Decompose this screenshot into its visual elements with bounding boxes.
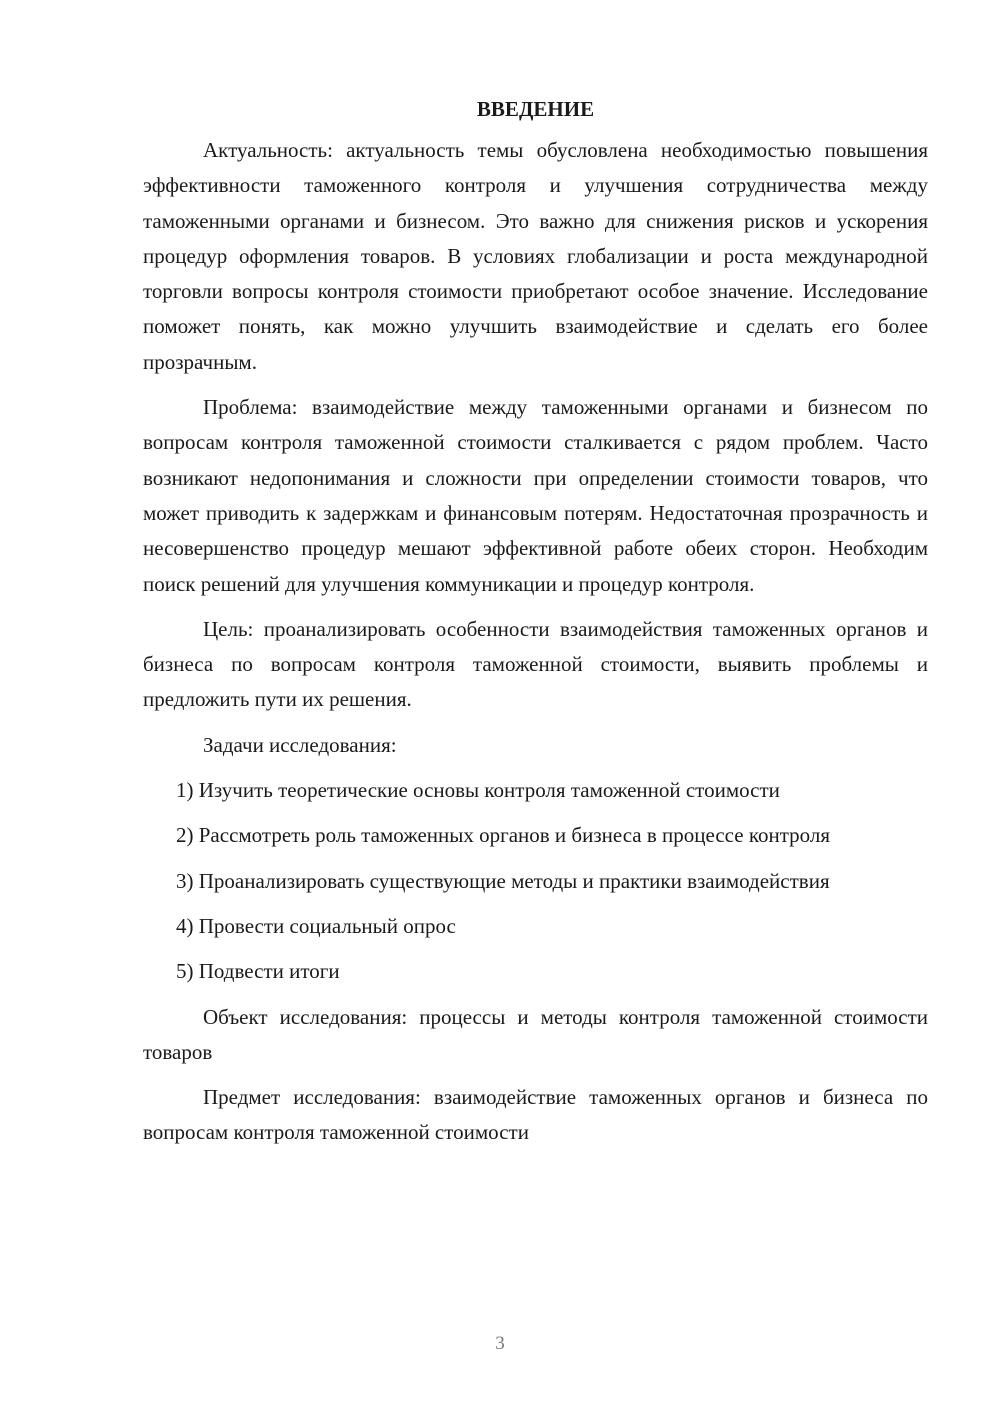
task-item-5: 5) Подвести итоги [176,959,340,984]
paragraph-goal: Цель: проанализировать особенности взаимодействия таможенных органов и бизнеса по вопросам контроля таможенной стоимости, выявить проблемы и предложить пути их решения. [143,616,928,712]
paragraph-problem: Проблема: взаимодействие между таможенными органами и бизнесом по вопросам контроля таможенной стоимости сталкивается с рядом проблем. Часто возникают недопонимания и сложности при определении стоимости товаров, что может приводить к задержкам и финансовым потерям. Недостаточная прозрачность и несовершенство процедур мешают эффективной работе обеих сторон. Необходим поиск решений для улучшения коммуникации и процедур контроля. [143,395,928,596]
task-item-2: 2) Рассмотреть роль таможенных органов и бизнеса в процессе контроля [176,823,830,848]
section-heading: ВВЕДЕНИЕ [476,97,595,121]
page-number: 3 [495,1333,505,1354]
paragraph-tasks-title: Задачи исследования: [203,732,397,757]
paragraph-relevance: Актуальность: актуальность темы обусловлена необходимостью повышения эффективности таможенного контроля и улучшения сотрудничества между таможенными органами и бизнесом. Это важно для снижения рисков и ускорения процедур оформления товаров. В условиях глобализации и роста международной торговли вопросы контроля стоимости приобретают особое значение. Исследование поможет понять, как можно улучшить взаимодействие и сделать его более прозрачным. [143,138,928,374]
paragraph-subject: Предмет исследования: взаимодействие таможенных органов и бизнеса по вопросам контроля таможенной стоимости [143,1085,928,1145]
task-item-4: 4) Провести социальный опрос [176,913,456,938]
paragraph-object: Объект исследования: процессы и методы контроля таможенной стоимости товаров [143,1004,928,1064]
task-item-3: 3) Проанализировать существующие методы и практики взаимодействия [176,868,830,893]
document-page [143,92,928,1151]
task-item-1: 1) Изучить теоретические основы контроля таможенной стоимости [176,778,780,803]
